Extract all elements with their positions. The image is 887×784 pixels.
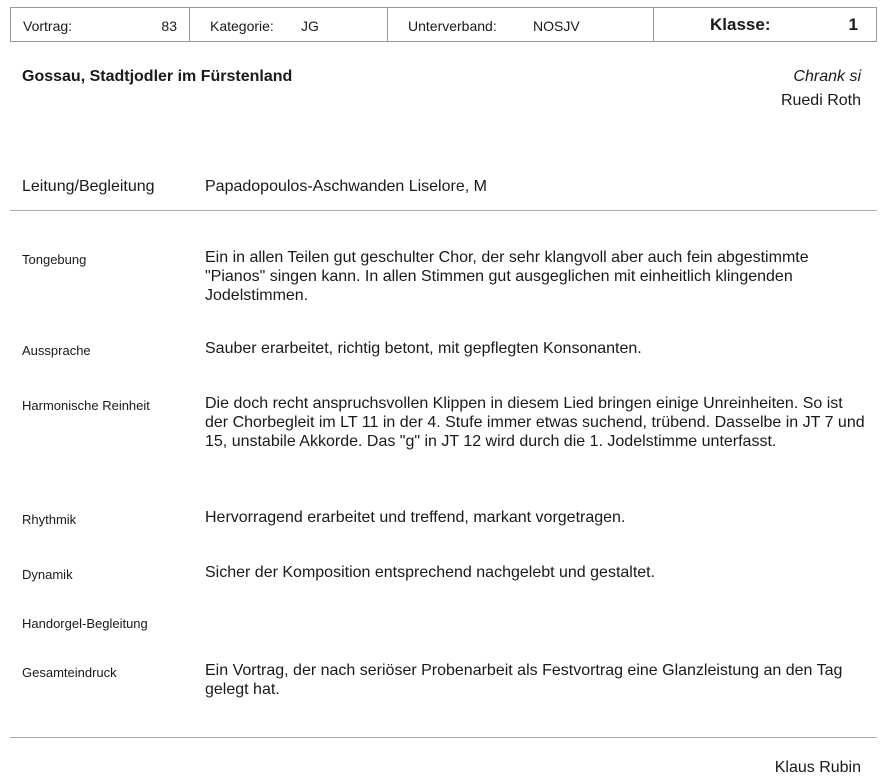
- section-text: Ein in allen Teilen gut geschulter Chor, der sehr klangvoll aber auch fein abgestimmte "Pianos" singen kann. In allen Stimmen gut ausgeglichen mit einheitlich klingenden Jodelstimmen.: [205, 249, 809, 304]
- song-title: Chrank si: [793, 68, 861, 85]
- unterverband-label: Unterverband:: [408, 18, 497, 34]
- leitung-label: Leitung/Begleitung: [22, 178, 155, 195]
- section-label: Rhythmik: [22, 512, 77, 527]
- judge-name: Klaus Rubin: [774, 759, 861, 776]
- composer: Ruedi Roth: [780, 92, 861, 109]
- section-text: Ein Vortrag, der nach seriöser Probenarbeit als Festvortrag eine Glanzleistung an den Tag gelegt hat.: [205, 662, 843, 698]
- header-box: [10, 7, 877, 42]
- section-label: Dynamik: [22, 567, 73, 582]
- vortrag-cell: [11, 8, 190, 41]
- vortrag-label: Vortrag:: [23, 18, 73, 34]
- divider: [10, 737, 877, 738]
- choir-title: Gossau, Stadtjodler im Fürstenland: [22, 68, 293, 85]
- unterverband-value: NOSJV: [533, 18, 580, 34]
- section-text: Sauber erarbeitet, richtig betont, mit gepflegten Konsonanten.: [205, 340, 642, 357]
- klasse-value: 1: [848, 15, 858, 34]
- section-label: Aussprache: [22, 343, 91, 358]
- vortrag-value: 83: [161, 18, 177, 34]
- section-label: Gesamteindruck: [22, 665, 117, 680]
- section-label: Harmonische Reinheit: [22, 398, 150, 413]
- kategorie-value: JG: [301, 18, 319, 34]
- unterverband-cell: [388, 8, 654, 41]
- section-text: Sicher der Komposition entsprechend nachgelebt und gestaltet.: [205, 564, 656, 581]
- klasse-cell: [654, 8, 876, 41]
- section-label: Handorgel-Begleitung: [22, 616, 148, 631]
- section-text: Hervorragend erarbeitet und treffend, markant vorgetragen.: [205, 509, 626, 526]
- section-label: Tongebung: [22, 252, 87, 267]
- kategorie-label: Kategorie:: [210, 18, 274, 34]
- leitung-value: Papadopoulos-Aschwanden Liselore, M: [205, 178, 487, 195]
- klasse-label: Klasse:: [710, 15, 771, 34]
- section-text: Die doch recht anspruchsvollen Klippen in diesem Lied bringen einige Unreinheiten. So ist der Chorbegleit im LT 11 in der 4. Stufe immer etwas suchend, trübend. Dasselbe in JT 7 und 15, unstabile Akkorde. Das "g" in JT 12 wird durch die 1. Jodelstimme unterfasst.: [205, 395, 865, 450]
- kategorie-cell: [190, 8, 388, 41]
- divider: [10, 210, 877, 211]
